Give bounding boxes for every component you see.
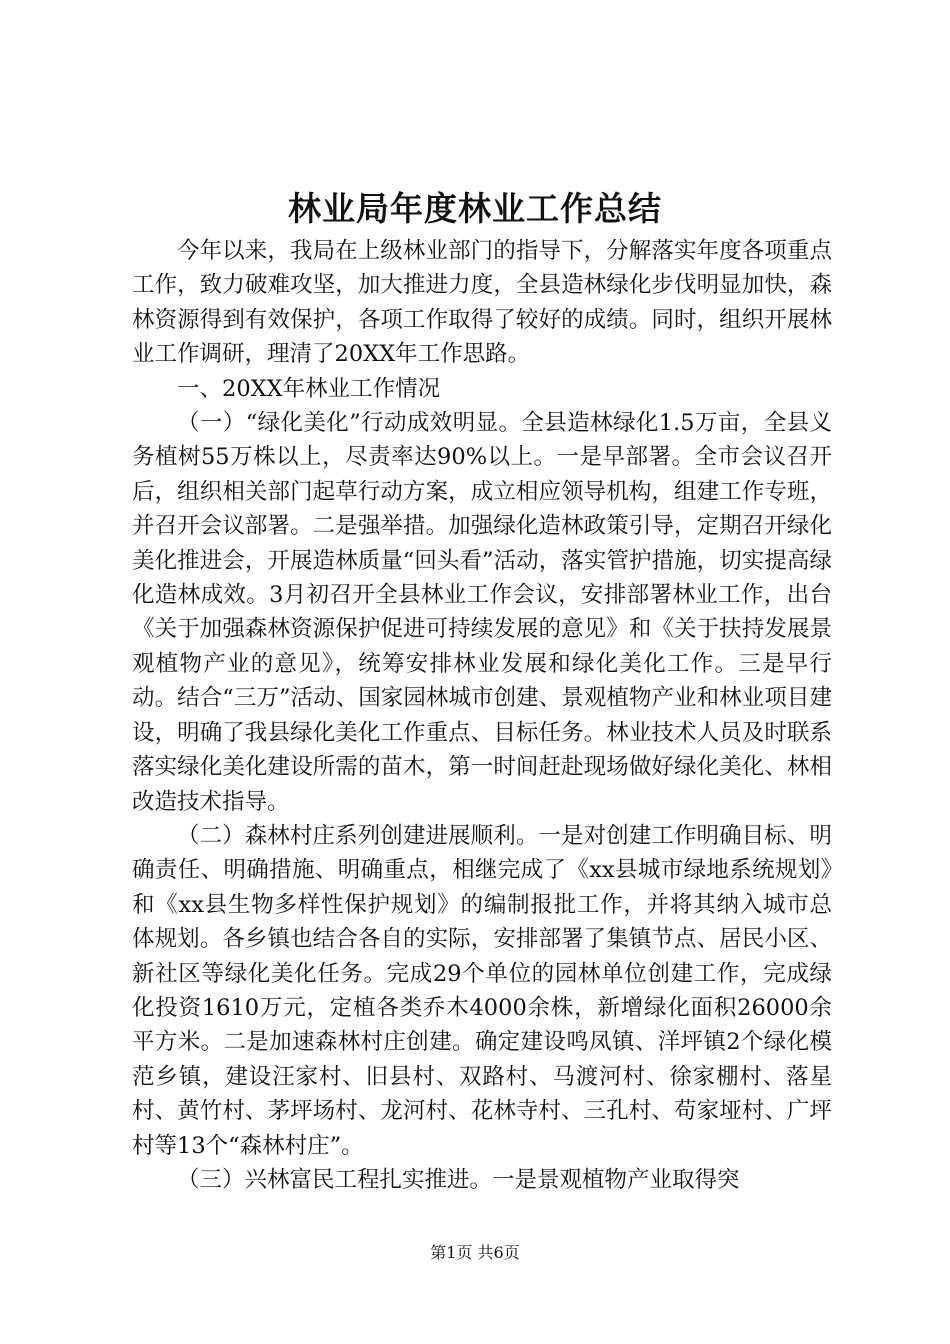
document-body (132, 234, 832, 1197)
section-heading: 一、20XX年林业工作情况 (177, 375, 441, 402)
intro-paragraph: 今年以来，我局在上级林业部门的指导下，分解落实年度各项重点工作，致力破难攻坚，加大推进力度，全县造林绿化步伐明显加快，森林资源得到有效保护，各项工作取得了较好的成绩。同时，组织开展林业工作调研，理清了20XX年工作思路。 (132, 238, 832, 368)
section-paragraph-2: （二）森林村庄系列创建进展顺利。一是对创建工作明确目标、明确责任、明确措施、明确重点，相继完成了《xx县城市绿地系统规划》和《xx县生物多样性保护规划》的编制报批工作，并将其纳入城市总体规划。各乡镇也结合各自的实际，安排部署了集镇节点、居民小区、新社区等绿化美化任务。完成29个单位的园林单位创建工作，完成绿化投资1610万元，定植各类乔木4000余株，新增绿化面积26000余平方米。二是加速森林村庄创建。确定建设鸣凤镇、洋坪镇2个绿化模范乡镇，建设汪家村、旧县村、双路村、马渡河村、徐家棚村、落星村、黄竹村、茅坪场村、龙河村、花林寺村、三孔村、苟家垭村、广坪村等13个“森林村庄”。 (132, 822, 832, 1159)
document-title: 林业局年度林业工作总结 (288, 189, 662, 228)
section-paragraph-3: （三）兴林富民工程扎实推进。一是景观植物产业取得突 (177, 1166, 740, 1193)
section-paragraph-1: （一）“绿化美化”行动成效明显。全县造林绿化1.5万亩，全县义务植树55万株以上，尽责率达90%以上。一是早部署。全市会议召开后，组织相关部门起草行动方案，成立相应领导机构，组建工作专班，并召开会议部署。二是强举措。加强绿化造林政策引导，定期召开绿化美化推进会，开展造林质量“回头看”活动，落实管护措施，切实提高绿化造林成效。3月初召开全县林业工作会议，安排部署林业工作，出台《关于加强森林资源保护促进可持续发展的意见》和《关于扶持发展景观植物产业的意见》，统筹安排林业发展和绿化美化工作。三是早行动。结合“三万”活动、国家园林城市创建、景观植物产业和林业项目建设，明确了我县绿化美化工作重点、目标任务。林业技术人员及时联系落实绿化美化建设所需的苗木，第一时间赶赴现场做好绿化美化、林相改造技术指导。 (132, 410, 832, 815)
page-footer: 第1页 共6页 (430, 1243, 520, 1262)
